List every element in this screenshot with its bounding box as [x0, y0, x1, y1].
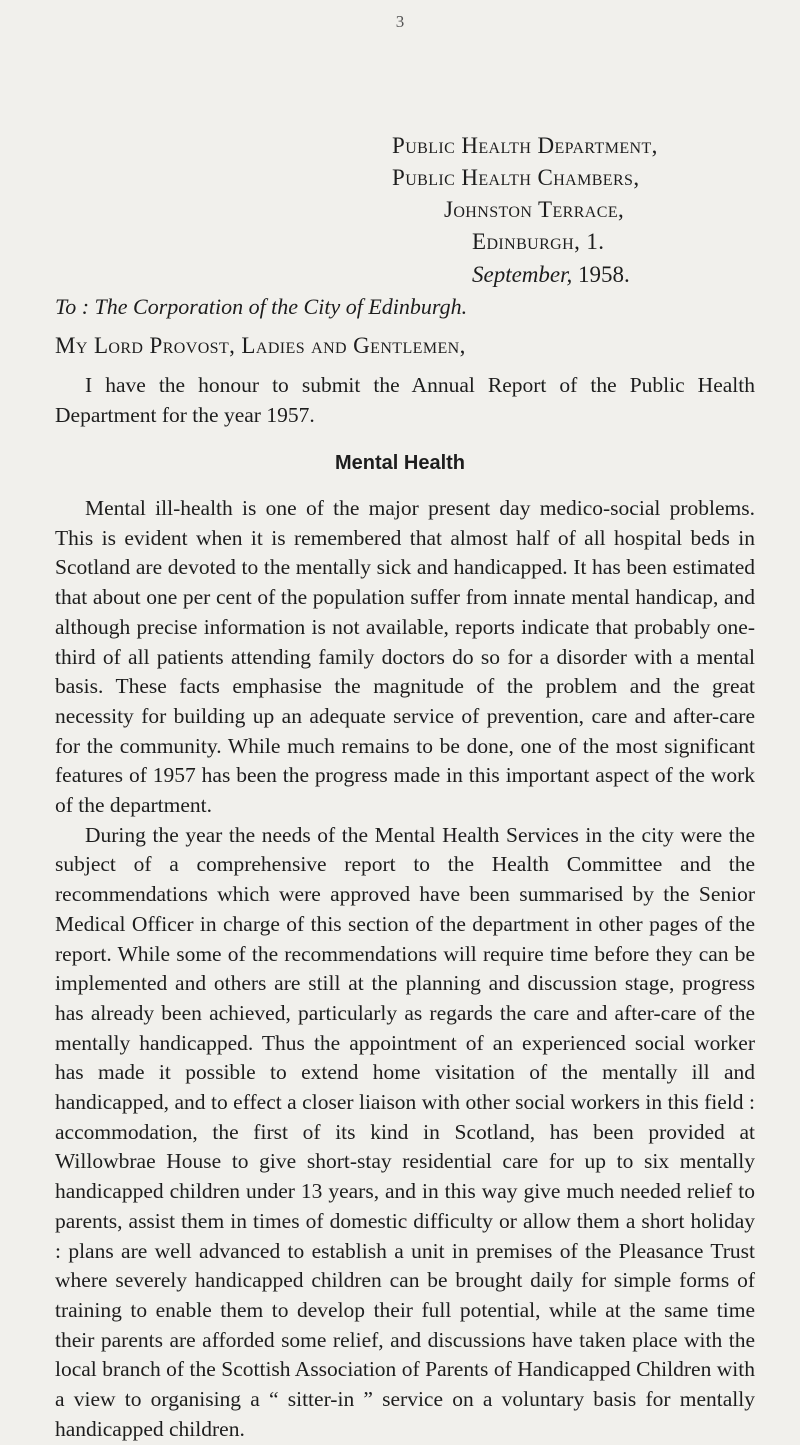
body-paragraph: During the year the needs of the Mental Health Services in the city were the subject of a comprehensive report to the Health Committee and the recommendations which were approved have been summarised by the Senior Medical Officer in charge of this section of the department in other pages of the report. While some of the recommendations will require time before they can be implemented and others are still at the planning and discussion stage, progress has already been achieved, particularly as regards the care and after-care of the mentally handicapped. Thus the appointment of an experienced social worker has made it possible to extend home visitation of the mentally ill and handicapped, and to effect a closer liaison with other social workers in this field : accommodation, the first of its kind in Scotland, has been provided at Willowbrae House to give short-stay residential care for up to six mentally handicapped children under 13 years, and in this way give much needed relief to parents, assist them in times of domestic difficulty or allow them a short holiday : plans are well advanced to establish a unit in premises of the Pleasance Trust where severely handicapped children can be brought daily for simple forms of training to enable them to develop their full potential, while at the same time their parents are afforded some relief, and discussions have taken place with the local branch of the Scottish Association of Parents of Handicapped Children with a view to organising a “ sitter-in ” service on a voluntary basis for mentally handicapped children. [55, 822, 755, 1441]
salutation: My Lord Provost, Ladies and Gentlemen, [55, 333, 466, 358]
page-number: 3 [395, 12, 405, 31]
intro-paragraph: I have the honour to submit the Annual Report of the Public Health Department for the year 1957. [55, 373, 755, 427]
date-year: 1958. [578, 262, 630, 287]
address-line-city: Edinburgh, 1. [472, 229, 605, 254]
addressee: To : The Corporation of the City of Edinburgh. [55, 294, 468, 319]
letter-date [472, 262, 630, 288]
letterhead-address [392, 130, 658, 258]
section-heading: Mental Health [334, 452, 466, 474]
body-paragraph: Mental ill-health is one of the major present day medico-social problems. This is evident when it is remembered that almost half of all hospital beds in Scotland are devoted to the mentally sick and handicapped. It has been estimated that about one per cent of the population suffer from innate mental handicap, and although precise information is not available, reports indicate that probably one-third of all patients attending family doctors do so for a disorder with a mental basis. These facts emphasise the magnitude of the problem and the great necessity for building up an adequate service of prevention, care and after-care for the community. While much remains to be done, one of the most significant features of 1957 has been the progress made in this important aspect of the work of the department. [55, 496, 755, 818]
address-line-street: Johnston Terrace, [444, 197, 625, 222]
section-body [55, 494, 755, 1445]
address-line-chambers: Public Health Chambers, [392, 165, 640, 190]
address-line-department: Public Health Department, [392, 133, 658, 158]
date-month: September, [472, 262, 573, 287]
